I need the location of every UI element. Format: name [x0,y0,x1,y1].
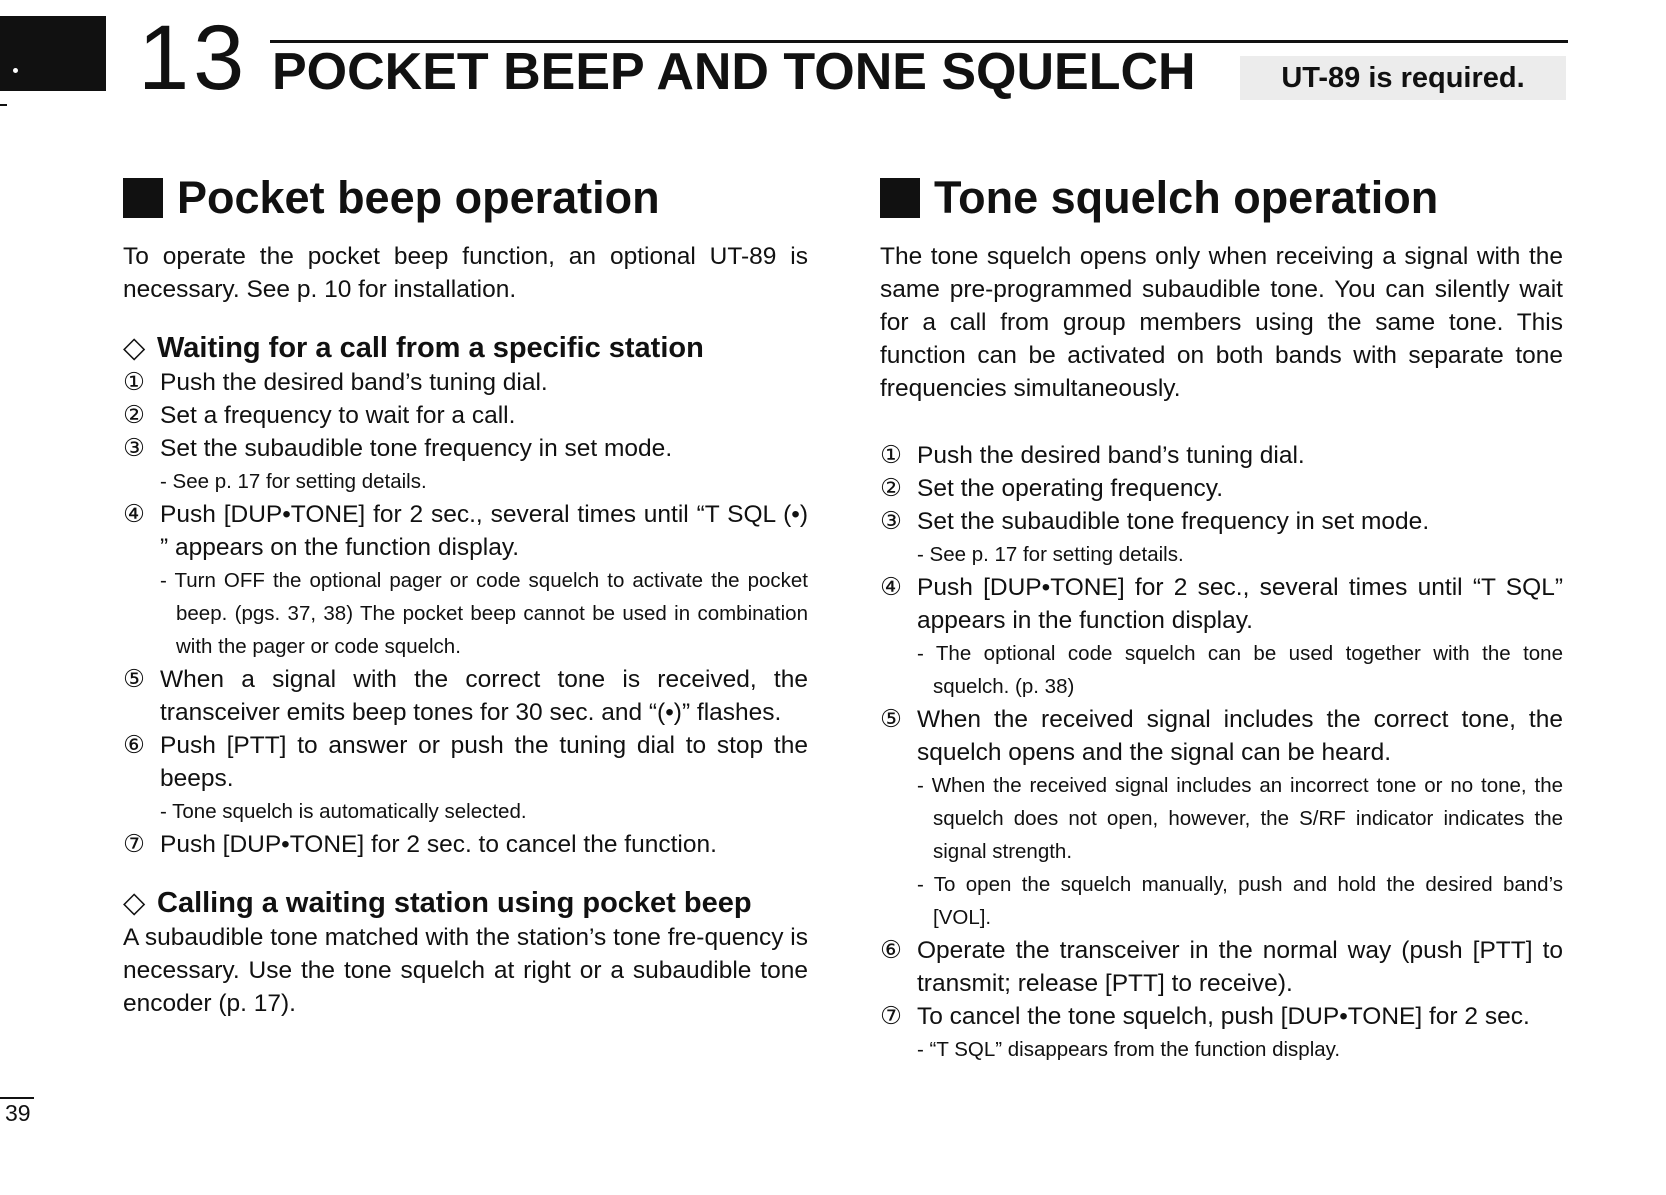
tone-squelch-steps [880,439,1563,1066]
step-item [880,934,1563,1000]
step-text: When a signal with the correct tone is received, the transceiver emits beep tones for 30 sec. and “(•)” flashes. [160,666,808,726]
subheading-title: Calling a waiting station using pocket beep [157,887,752,919]
step-number: ④ [880,574,902,601]
step-note: - See p. 17 for setting details. [160,470,427,493]
step-number: ① [123,369,145,396]
subheading-title: Waiting for a call from a specific station [157,332,704,364]
diamond-icon: ◇ [123,332,146,364]
waiting-steps [123,366,808,861]
step-text: Set the operating frequency. [917,475,1223,502]
step-text: Push the desired band’s tuning dial. [917,442,1305,469]
step-number: ④ [123,501,145,528]
step-number: ⑦ [123,831,145,858]
subheading-calling [123,885,808,921]
step-number: ⑦ [880,1003,902,1030]
page-number-rule [0,1097,34,1099]
right-column [880,170,1563,1066]
chapter-tab-marker [0,16,106,91]
chapter-number: 13 [138,7,249,109]
square-bullet-icon [123,178,163,218]
step-note: - Tone squelch is automatically selected. [160,800,527,823]
step-number: ⑤ [123,666,145,693]
step-number: ⑥ [880,937,902,964]
subheading-waiting [123,330,808,366]
page-number: 39 [5,1100,31,1126]
tab-dot [13,68,18,73]
step-text: Set the subaudible tone frequency in set mode. [917,508,1430,535]
step-item [123,498,808,663]
step-note: - When the received signal includes an incorrect tone or no tone, the squelch does not open, however, the S/RF indicator indicates the signal strength. [917,774,1563,863]
step-note: - “T SQL” disappears from the function display. [917,1038,1341,1061]
margin-tick [0,104,7,106]
section-title: Pocket beep operation [177,172,660,223]
step-text: Set the subaudible tone frequency in set mode. [160,435,673,462]
step-item [123,663,808,729]
step-text: When the received signal includes the correct tone, the squelch opens and the signal can be heard. [917,706,1563,766]
step-number: ② [880,475,902,502]
pocket-beep-intro: To operate the pocket beep function, an optional UT-89 is necessary. See p. 10 for installation. [123,243,808,303]
step-number: ⑥ [123,732,145,759]
step-text: Push [PTT] to answer or push the tuning dial to stop the beeps. [160,732,808,792]
step-text: Push the desired band’s tuning dial. [160,369,548,396]
step-number: ⑤ [880,706,902,733]
step-text: Push [DUP•TONE] for 2 sec., several times until “T SQL (•) ” appears on the function display. [160,501,808,561]
step-text: Push [DUP•TONE] for 2 sec. to cancel the function. [160,831,717,858]
step-item [123,432,808,498]
step-number: ③ [123,435,145,462]
step-item [880,571,1563,703]
requirement-badge: UT-89 is required. [1240,56,1566,100]
step-item [880,505,1563,571]
step-note: - The optional code squelch can be used together with the tone squelch. (p. 38) [917,642,1563,698]
step-note: - To open the squelch manually, push and hold the desired band’s [VOL]. [917,873,1563,929]
step-number: ② [123,402,145,429]
step-item [123,729,808,828]
step-item [123,828,808,861]
step-item [880,1000,1563,1066]
step-item [880,439,1563,472]
step-note: - See p. 17 for setting details. [917,543,1184,566]
tone-squelch-intro: The tone squelch opens only when receiving a signal with the same pre-programmed subaudible tone. You can silently wait for a call from group members using the same tone. This function can be activated on both bands with separate tone frequencies simultaneously. [880,243,1563,402]
diamond-icon: ◇ [123,887,146,919]
chapter-title: POCKET BEEP AND TONE SQUELCH [272,43,1196,101]
step-text: Operate the transceiver in the normal way (push [PTT] to transmit; release [PTT] to receive). [917,937,1563,997]
step-text: Set a frequency to wait for a call. [160,402,516,429]
calling-text: A subaudible tone matched with the station’s tone fre-quency is necessary. Use the tone squelch at right or a subaudible tone encoder (p. 17). [123,924,808,1017]
step-text: To cancel the tone squelch, push [DUP•TONE] for 2 sec. [917,1003,1530,1030]
section-heading-tone-squelch [880,170,1563,226]
left-column [123,170,808,1020]
step-item [880,472,1563,505]
step-item [880,703,1563,934]
step-text: Push [DUP•TONE] for 2 sec., several times until “T SQL” appears in the function display. [917,574,1563,634]
step-note: - Turn OFF the optional pager or code squelch to activate the pocket beep. (pgs. 37, 38) The pocket beep cannot be used in combination with the pager or code squelch. [160,569,808,658]
step-item [123,366,808,399]
step-item [123,399,808,432]
section-heading-pocket-beep [123,170,808,226]
section-title: Tone squelch operation [934,172,1439,223]
step-number: ③ [880,508,902,535]
step-number: ① [880,442,902,469]
square-bullet-icon [880,178,920,218]
